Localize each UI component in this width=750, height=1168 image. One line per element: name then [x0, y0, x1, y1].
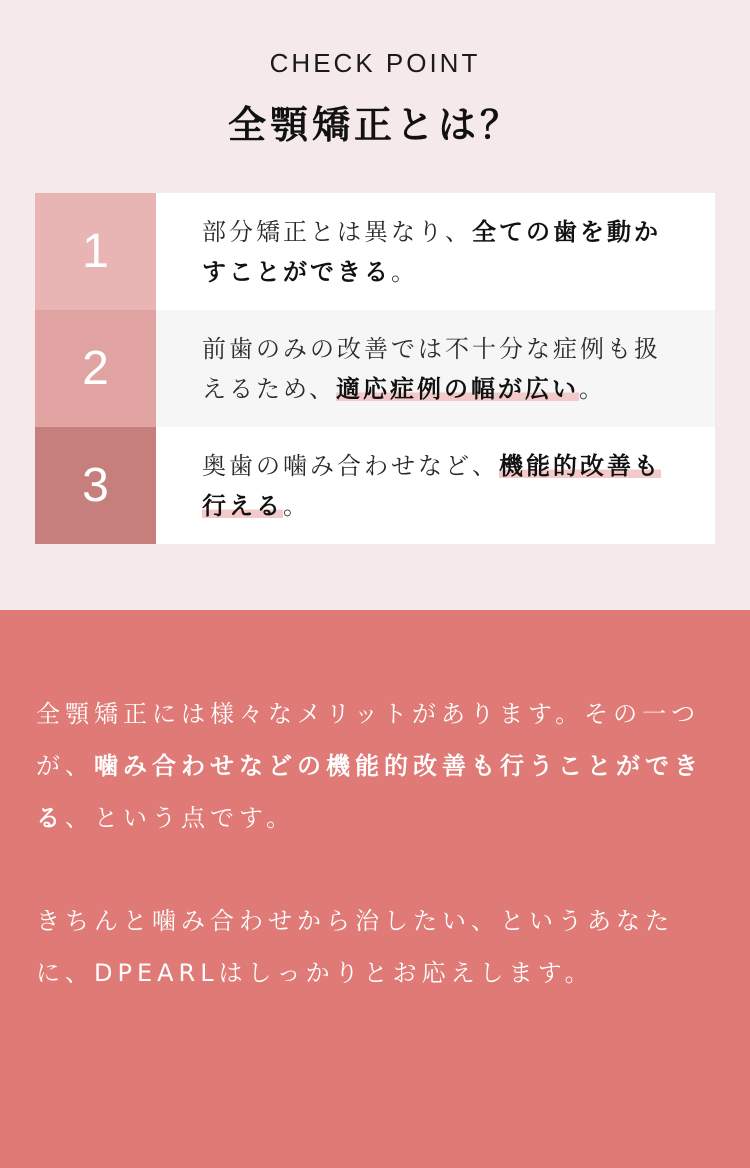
point-text-bold: 適応症例の幅が広い [336, 374, 580, 403]
description-paragraph-2: きちんと噛み合わせから治したい、というあなたに、DPEARLはしっかりとお応えします。 [36, 907, 674, 987]
point-text [156, 193, 715, 310]
check-point-item-3 [35, 427, 715, 544]
point-number: 1 [35, 193, 156, 310]
point-text-plain: 奥歯の噛み合わせなど、 [202, 451, 499, 480]
section-title: 全顎矯正とは？ [227, 103, 522, 147]
point-text-plain: 前歯のみの改善では不十分な症例も扱えるため、 [202, 334, 661, 403]
point-text-bold: 機能的改善も行える [202, 451, 661, 520]
section-eyebrow: CHECK POINT [269, 48, 481, 78]
check-point-item-1 [35, 193, 715, 310]
point-number: 2 [35, 310, 156, 427]
paragraph-text: 、という点です。 [65, 804, 296, 832]
check-point-item-2 [35, 310, 715, 427]
description-paragraph-1 [36, 688, 716, 844]
point-text [156, 427, 715, 544]
paragraph-bold-text: 噛み合わせなどの機能的改善も行うことができる [36, 752, 703, 832]
point-text-end: 。 [579, 374, 607, 403]
point-text-end: 。 [283, 491, 310, 520]
description-section [0, 610, 750, 1168]
point-number: 3 [35, 427, 156, 544]
check-point-list [35, 193, 715, 544]
point-text-bold: 全ての歯を動かすことができる [202, 217, 661, 286]
point-text-plain: 部分矯正とは異なり、 [202, 217, 472, 246]
point-text-end: 。 [391, 257, 418, 286]
paragraph-text: 全顎矯正には様々なメリットがあります。その一つが、 [36, 700, 701, 780]
point-text [156, 310, 715, 427]
